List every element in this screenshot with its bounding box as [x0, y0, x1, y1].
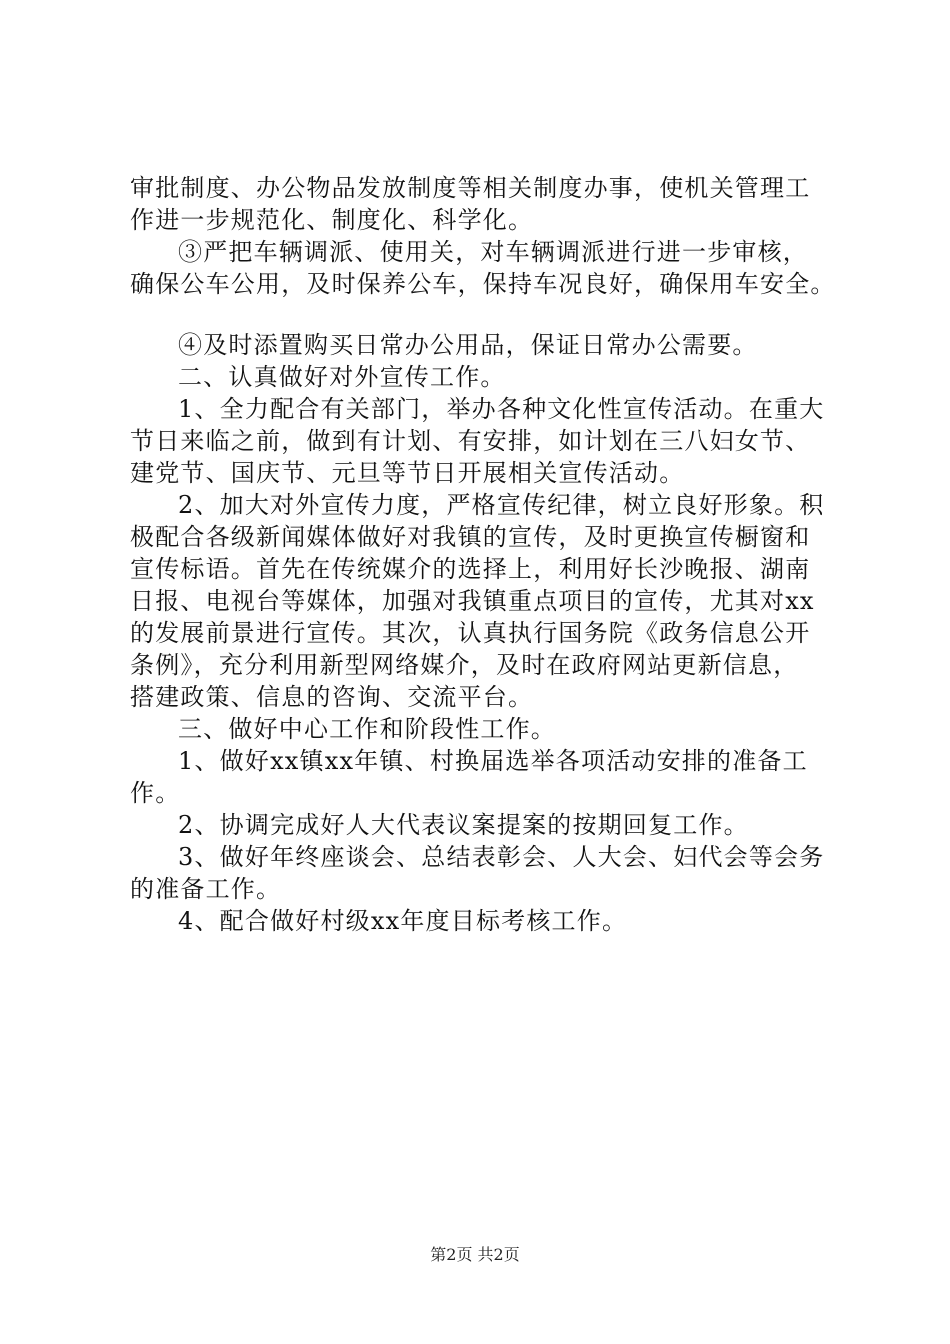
text-line: 建党节、国庆节、元旦等节日开展相关宣传活动。	[130, 459, 685, 487]
text-line: 4、配合做好村级xx年度目标考核工作。	[178, 907, 628, 935]
text-line: 的准备工作。	[130, 875, 282, 903]
text-line: 2、协调完成好人大代表议案提案的按期回复工作。	[178, 811, 749, 839]
text-line: 审批制度、办公物品发放制度等相关制度办事，使机关管理工	[130, 174, 811, 202]
text-line: 极配合各级新闻媒体做好对我镇的宣传，及时更换宣传橱窗和	[130, 523, 811, 551]
section-heading: 二、认真做好对外宣传工作。	[178, 363, 506, 391]
text-line: 1、全力配合有关部门，举办各种文化性宣传活动。在重大	[178, 395, 825, 423]
paragraph-gap	[130, 300, 846, 329]
text-line: 日报、电视台等媒体，加强对我镇重点项目的宣传，尤其对xx	[130, 587, 815, 615]
text-line: 作。	[130, 779, 181, 807]
text-line: 1、做好xx镇xx年镇、村换届选举各项活动安排的准备工	[178, 747, 808, 775]
text-line: 节日来临之前，做到有计划、有安排，如计划在三八妇女节、	[130, 427, 811, 455]
text-line: ③严把车辆调派、使用关，对车辆调派进行进一步审核，	[178, 238, 808, 266]
text-line: 确保公车公用，及时保养公车，保持车况良好，确保用车安全。	[130, 270, 836, 298]
text-line: 搭建政策、信息的咨询、交流平台。	[130, 683, 534, 711]
document-body	[130, 172, 846, 937]
text-line: 宣传标语。首先在传统媒介的选择上，利用好长沙晚报、湖南	[130, 555, 811, 583]
text-line: ④及时添置购买日常办公用品，保证日常办公需要。	[178, 331, 758, 359]
text-line: 条例》，充分利用新型网络媒介，及时在政府网站更新信息，	[130, 651, 799, 679]
text-line: 的发展前景进行宣传。其次，认真执行国务院《政务信息公开	[130, 619, 811, 647]
page-number-footer: 第2页 共2页	[430, 1245, 520, 1264]
section-heading: 三、做好中心工作和阶段性工作。	[178, 715, 556, 743]
text-line: 3、做好年终座谈会、总结表彰会、人大会、妇代会等会务	[178, 843, 825, 871]
text-line: 作进一步规范化、制度化、科学化。	[130, 206, 534, 234]
text-line: 2、加大对外宣传力度，严格宣传纪律，树立良好形象。积	[178, 491, 825, 519]
